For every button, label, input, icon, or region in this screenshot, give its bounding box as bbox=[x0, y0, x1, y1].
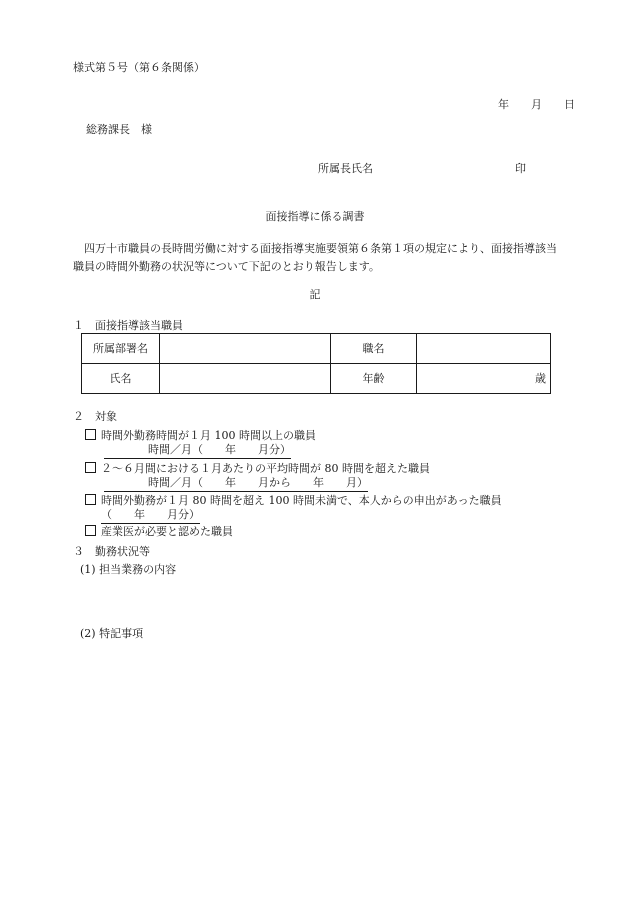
target-option-2[interactable] bbox=[85, 462, 430, 474]
seal-label: 印 bbox=[515, 162, 526, 175]
option-sub-line bbox=[104, 444, 291, 455]
ki-heading: 記 bbox=[309, 288, 321, 301]
name-label: 氏名 bbox=[82, 364, 160, 394]
target-option-3[interactable] bbox=[85, 494, 502, 506]
option-sub-text: （ 年 月分） bbox=[101, 508, 200, 524]
option-sub-text: 時間／月（ 年 月分） bbox=[104, 443, 291, 459]
target-option-4[interactable] bbox=[85, 525, 233, 537]
notes-heading: (2) 特記事項 bbox=[80, 627, 144, 640]
option-label: 産業医が必要と認めた職員 bbox=[101, 525, 233, 538]
date-line bbox=[498, 99, 575, 110]
checkbox-icon[interactable] bbox=[85, 525, 96, 536]
checkbox-icon[interactable] bbox=[85, 429, 96, 440]
document-title: 面接指導に係る調書 bbox=[265, 210, 365, 223]
age-field[interactable] bbox=[416, 364, 550, 394]
date-year-label: 年 bbox=[498, 98, 509, 111]
position-field[interactable] bbox=[416, 334, 550, 364]
option-label: 時間外勤務時間が１月 100 時間以上の職員 bbox=[101, 429, 316, 442]
addressee: 総務課長 様 bbox=[86, 123, 152, 136]
table-row bbox=[82, 334, 551, 364]
age-unit: 歳 bbox=[535, 372, 546, 385]
duties-heading: (1) 担当業務の内容 bbox=[80, 563, 177, 576]
body-paragraph: 四万十市職員の長時間労働に対する面接指導実施要領第６条第１項の規定により、面接指導該当職員の時間外勤務の状況等について下記のとおり報告します。 bbox=[73, 242, 557, 273]
section2-heading: ２ 対象 bbox=[73, 410, 117, 423]
position-label: 職名 bbox=[331, 334, 417, 364]
section1-heading: １ 面接指導該当職員 bbox=[73, 319, 183, 332]
department-label: 所属部署名 bbox=[82, 334, 160, 364]
table-row bbox=[82, 364, 551, 394]
option-label: 時間外勤務が１月 80 時間を超え 100 時間未満で、本人からの申出があった職員 bbox=[101, 494, 502, 507]
employee-info-table bbox=[81, 333, 551, 394]
section3-heading: ３ 勤務状況等 bbox=[73, 545, 150, 558]
form-number: 様式第５号（第６条関係） bbox=[73, 61, 205, 74]
option-sub-text: 時間／月（ 年 月から 年 月） bbox=[104, 476, 368, 492]
option-label: ２～６月間における１月あたりの平均時間が 80 時間を超えた職員 bbox=[101, 462, 430, 475]
date-month-label: 月 bbox=[531, 98, 542, 111]
target-option-1[interactable] bbox=[85, 429, 316, 441]
name-field[interactable] bbox=[159, 364, 330, 394]
department-field[interactable] bbox=[159, 334, 330, 364]
checkbox-icon[interactable] bbox=[85, 494, 96, 505]
checkbox-icon[interactable] bbox=[85, 462, 96, 473]
date-day-label: 日 bbox=[564, 98, 575, 111]
option-sub-line bbox=[104, 477, 368, 488]
option-sub-line bbox=[101, 509, 200, 520]
applicant-label: 所属長氏名 bbox=[318, 162, 373, 175]
age-label: 年齢 bbox=[331, 364, 417, 394]
